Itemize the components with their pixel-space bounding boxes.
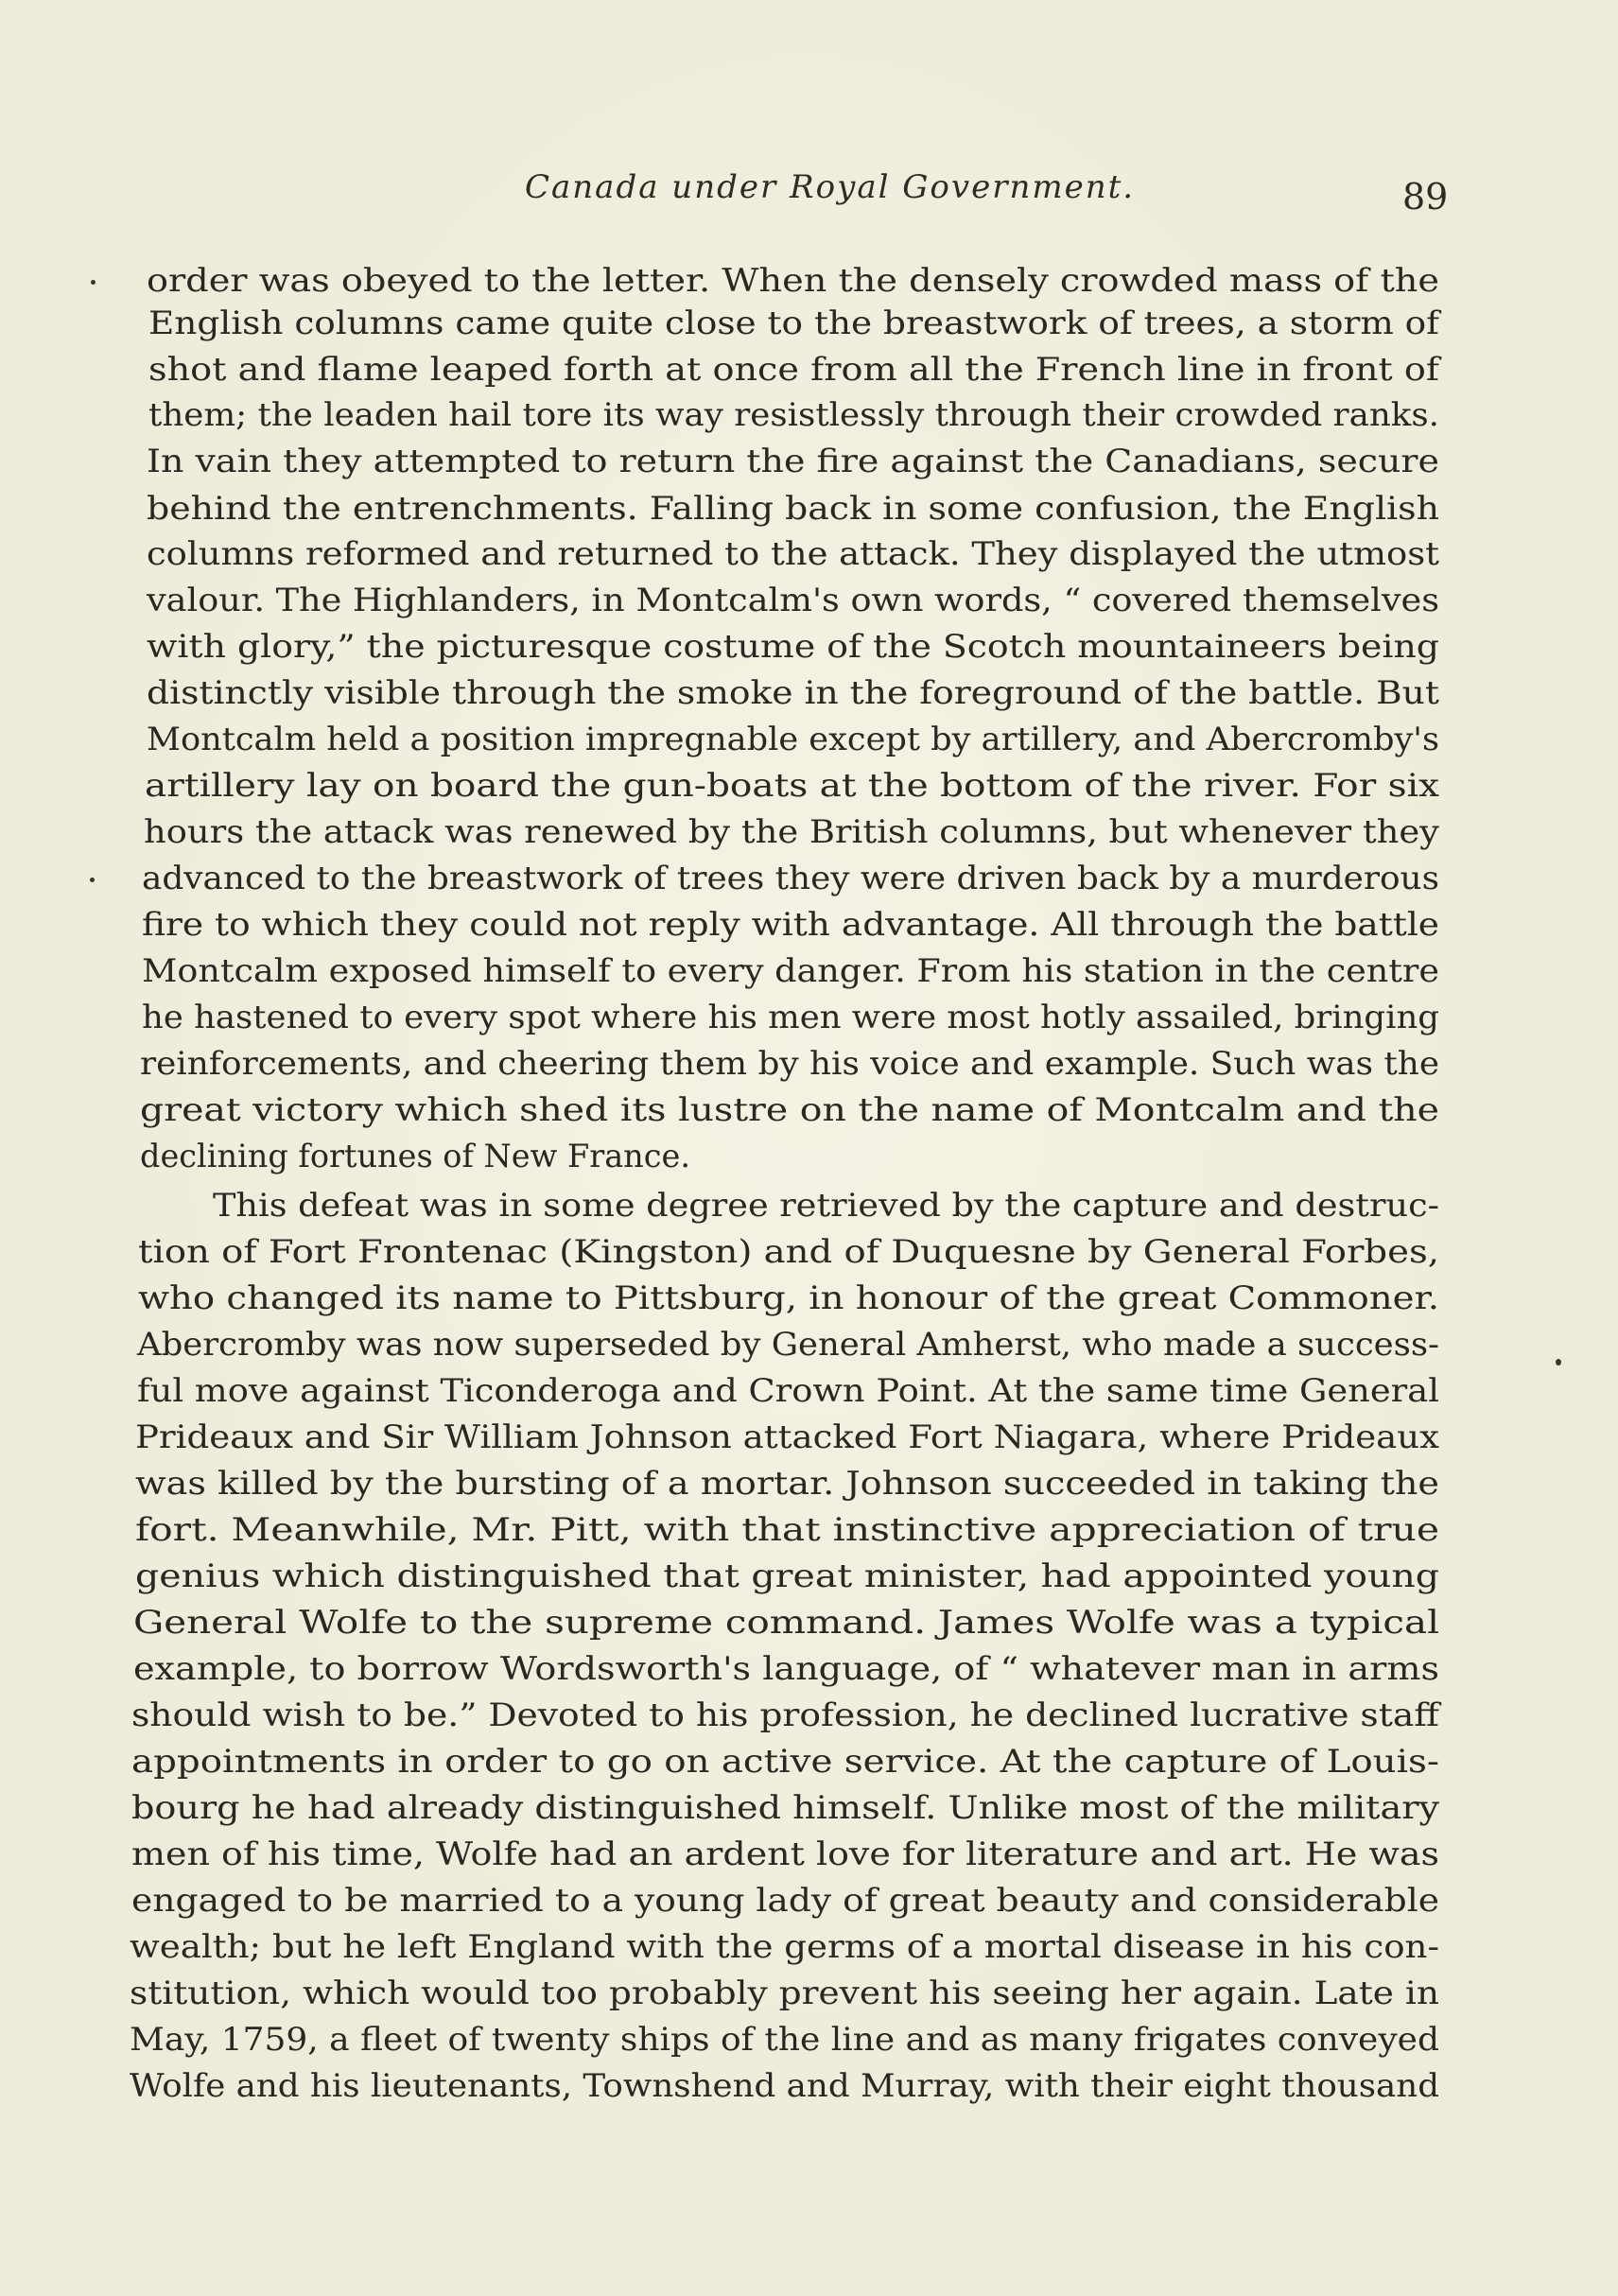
text-line: behind the entrenchments. Falling back in some confusion, the English xyxy=(147,490,1439,527)
running-title: Canada under Royal Government. xyxy=(525,168,1136,206)
text-line: great victory which shed its lustre on the name of Montcalm and the xyxy=(140,1091,1439,1128)
page-number: 89 xyxy=(1402,176,1449,217)
text-line: who changed its name to Pittsburg, in honour of the great Commoner. xyxy=(138,1279,1439,1316)
text-line: with glory,” the picturesque costume of the Scotch mountaineers being xyxy=(147,628,1439,665)
text-line: he hastened to every spot where his men were most hotly assailed, bringing xyxy=(142,999,1439,1035)
text-line: artillery lay on board the gun-boats at the bottom of the river. For six xyxy=(145,767,1439,804)
text-line: should wish to be.” Devoted to his profession, he declined lucrative staff xyxy=(131,1696,1439,1733)
text-line: advanced to the breastwork of trees they were driven back by a murderous xyxy=(142,860,1439,896)
text-line: wealth; but he left England with the germs of a mortal disease in his con- xyxy=(130,1928,1439,1965)
text-line: appointments in order to go on active service. At the capture of Louis- xyxy=(131,1743,1439,1780)
text-line: was killed by the bursting of a mortar. Johnson succeeded in taking the xyxy=(135,1465,1439,1502)
text-line: columns reformed and returned to the attack. They displayed the utmost xyxy=(147,535,1439,572)
text-line: Montcalm held a position impregnable except by artillery, and Abercromby's xyxy=(147,721,1439,757)
text-line: fort. Meanwhile, Mr. Pitt, with that instinctive appreciation of true xyxy=(135,1511,1439,1548)
margin-speck xyxy=(90,878,95,882)
text-line: ful move against Ticonderoga and Crown Point. At the same time General xyxy=(137,1372,1439,1409)
text-line: stitution, which would too probably prevent his seeing her again. Late in xyxy=(130,1974,1439,2011)
text-line: engaged to be married to a young lady of great beauty and considerable xyxy=(131,1882,1439,1919)
text-line: example, to borrow Wordsworth's language, of “ whatever man in arms xyxy=(133,1650,1439,1687)
text-line: English columns came quite close to the breastwork of trees, a storm of xyxy=(148,304,1439,341)
text-line: May, 1759, a fleet of twenty ships of the line and as many frigates conveyed xyxy=(130,2021,1439,2058)
text-line: them; the leaden hail tore its way resistlessly through their crowded ranks. xyxy=(148,396,1439,433)
text-line: declining fortunes of New France. xyxy=(140,1138,690,1174)
text-line: shot and flame leaped forth at once from all the French line in front of xyxy=(148,351,1439,388)
text-line: valour. The Highlanders, in Montcalm's own words, “ covered themselves xyxy=(147,582,1439,618)
text-line: genius which distinguished that great minister, had appointed young xyxy=(135,1557,1439,1594)
text-line: This defeat was in some degree retrieved by the capture and destruc- xyxy=(213,1187,1439,1224)
margin-speck xyxy=(91,280,96,285)
margin-speck xyxy=(1556,1359,1561,1365)
text-line: Prideaux and Sir William Johnson attacked Fort Niagara, where Prideaux xyxy=(135,1418,1439,1455)
text-line: fire to which they could not reply with advantage. All through the battle xyxy=(142,906,1439,943)
text-line: reinforcements, and cheering them by his voice and example. Such was the xyxy=(140,1045,1439,1082)
text-line: tion of Fort Frontenac (Kingston) and of Duquesne by General Forbes, xyxy=(138,1233,1440,1270)
text-line: In vain they attempted to return the fire against the Canadians, secure xyxy=(147,443,1440,479)
text-line: Wolfe and his lieutenants, Townshend and Murray, with their eight thousand xyxy=(130,2067,1439,2104)
text-line: bourg he had already distinguished himself. Unlike most of the military xyxy=(131,1789,1439,1826)
text-line: distinctly visible through the smoke in the foreground of the battle. But xyxy=(147,674,1439,711)
text-line: Montcalm exposed himself to every danger. From his station in the centre xyxy=(142,952,1439,989)
text-line: order was obeyed to the letter. When the densely crowded mass of the xyxy=(147,262,1439,299)
text-line: hours the attack was renewed by the British columns, but whenever they xyxy=(144,813,1439,850)
text-line: General Wolfe to the supreme command. James Wolfe was a typical xyxy=(133,1604,1439,1641)
text-line: Abercromby was now superseded by General Amherst, who made a success- xyxy=(137,1326,1439,1363)
text-line: men of his time, Wolfe had an ardent love for literature and art. He was xyxy=(131,1835,1439,1872)
